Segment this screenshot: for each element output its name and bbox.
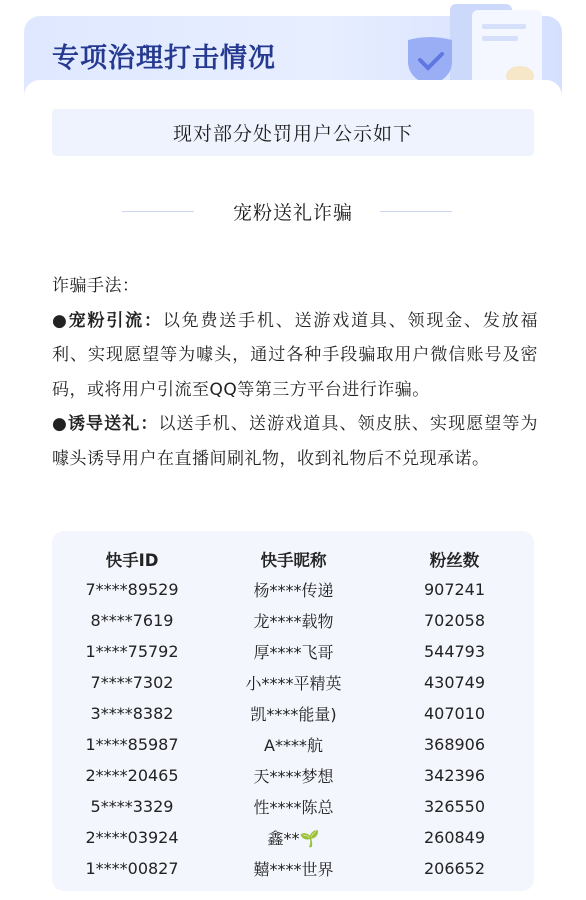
fraud-description xyxy=(52,269,538,476)
method-text: 以送手机、送游戏道具、领皮肤、实现愿望等为噱头诱导用户在直播间刷礼物，收到礼物后不兑现承诺。 xyxy=(52,414,538,469)
cell-followers: 907241 xyxy=(423,580,486,599)
cell-user-id: 1****85987 xyxy=(85,735,179,754)
table-row xyxy=(52,636,534,667)
cell-nickname: 性****陈总 xyxy=(253,798,334,817)
cell-user-id: 7****89529 xyxy=(85,580,179,599)
cell-user-id: 2****20465 xyxy=(85,766,179,785)
method-paragraph xyxy=(52,407,538,476)
section-title: 专项治理打击情况 xyxy=(52,43,276,74)
cell-nickname: 凯****能量) xyxy=(250,705,337,724)
column-header-id: 快手ID xyxy=(105,550,159,570)
table-row xyxy=(52,760,534,791)
fraud-heading: 诈骗手法： xyxy=(52,276,140,296)
cell-nickname: 小****平精英 xyxy=(245,674,342,693)
bullet-icon: ● xyxy=(52,414,68,434)
cell-user-id: 5****3329 xyxy=(90,797,174,816)
method-lead: 宠粉引流： xyxy=(68,310,163,331)
category-title: 宠粉送礼诈骗 xyxy=(232,202,353,224)
table-header-row xyxy=(52,543,534,574)
cell-nickname: 厚****飞哥 xyxy=(253,643,334,662)
cell-nickname: 杨****传递 xyxy=(253,581,334,600)
notice-banner: 现对部分处罚用户公示如下 xyxy=(52,109,534,156)
cell-followers: 702058 xyxy=(423,611,486,630)
table-row xyxy=(52,729,534,760)
cell-nickname: 鑫**🌱 xyxy=(267,829,320,848)
cell-user-id: 1****75792 xyxy=(85,642,179,661)
cell-nickname: 天****梦想 xyxy=(253,767,334,786)
cell-user-id: 8****7619 xyxy=(90,611,174,630)
table-row xyxy=(52,853,534,884)
table-row xyxy=(52,698,534,729)
cell-followers: 342396 xyxy=(423,766,486,785)
table-row xyxy=(52,574,534,605)
cell-followers: 260849 xyxy=(423,828,486,847)
cell-followers: 544793 xyxy=(423,642,486,661)
cell-user-id: 3****8382 xyxy=(90,704,174,723)
table-row xyxy=(52,605,534,636)
punished-users-table xyxy=(52,531,534,891)
table-row xyxy=(52,822,534,853)
shield-document-illustration xyxy=(400,4,550,86)
cell-followers: 326550 xyxy=(423,797,486,816)
table-row xyxy=(52,667,534,698)
cell-followers: 206652 xyxy=(423,859,486,878)
cell-nickname: A****航 xyxy=(264,736,323,755)
table-row xyxy=(52,791,534,822)
cell-nickname: 囏****世界 xyxy=(253,860,334,879)
method-lead: 诱导送礼： xyxy=(67,414,159,434)
cell-followers: 430749 xyxy=(423,673,486,692)
cell-followers: 368906 xyxy=(423,735,486,754)
cell-followers: 407010 xyxy=(423,704,486,723)
cell-nickname: 龙****载物 xyxy=(253,612,334,631)
cell-user-id: 7****7302 xyxy=(90,673,174,692)
cell-user-id: 1****00827 xyxy=(85,859,179,878)
method-text: 以免费送手机、送游戏道具、领现金、发放福利、实现愿望等为噱头，通过各种手段骗取用户微信账号及密码，或将用户引流至QQ等第三方平台进行诈骗。 xyxy=(52,310,539,400)
cell-user-id: 2****03924 xyxy=(85,828,179,847)
column-header-followers: 粉丝数 xyxy=(429,550,480,570)
method-paragraph xyxy=(52,304,538,408)
bullet-icon: ● xyxy=(52,310,69,331)
column-header-nickname: 快手昵称 xyxy=(260,550,327,570)
